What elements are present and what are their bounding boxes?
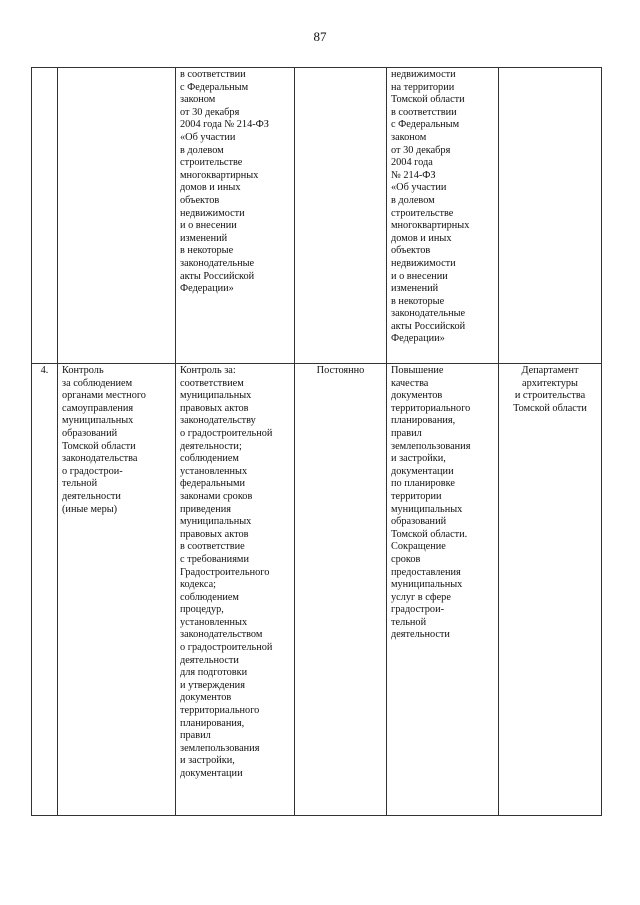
- cell-line: законодательные: [391, 308, 466, 320]
- cell-line: деятельности: [391, 629, 450, 641]
- cell-line: документации: [391, 465, 454, 477]
- cell-line: законом: [180, 94, 216, 106]
- cell-line: Повышение: [391, 365, 444, 376]
- cell-line: «Об участии: [180, 131, 236, 143]
- cell-line: Градостроительного: [180, 566, 270, 578]
- cell-line: планирования,: [391, 415, 456, 427]
- cell-line: «Об участии: [391, 182, 447, 194]
- cell-line: в соответствии: [180, 69, 246, 80]
- cell-line: сроков: [391, 553, 421, 565]
- cell-line: архитектуры: [522, 377, 578, 389]
- cell-line: Департамент: [521, 365, 579, 376]
- cell-line: законодательства: [62, 453, 138, 465]
- cell-line: Томской области.: [391, 528, 468, 540]
- cell-line: и о внесении: [180, 220, 237, 232]
- cell-line: территории: [391, 490, 442, 502]
- cell-line: деятельности: [180, 654, 239, 666]
- cell-line: строительстве: [391, 207, 454, 219]
- cell-line: законом: [391, 131, 427, 143]
- cell-measure-content: [176, 68, 295, 364]
- cell-line: недвижимости: [180, 207, 245, 219]
- cell-line: для подготовки: [180, 667, 248, 679]
- cell-line: Федерации»: [180, 283, 234, 295]
- cell-line: деятельности: [62, 490, 121, 502]
- cell-line: объектов: [391, 245, 431, 257]
- cell-line: Сокращение: [391, 541, 446, 553]
- cell-line: муниципальных: [391, 579, 463, 591]
- cell-line: от 30 декабря: [180, 106, 240, 118]
- cell-line: приведения: [180, 503, 231, 515]
- cell-line: на территории: [391, 81, 455, 93]
- cell-expected-result: [387, 364, 499, 816]
- cell-line: в соответствие: [180, 541, 245, 553]
- cell-line: недвижимости: [391, 257, 456, 269]
- cell-line: изменений: [180, 232, 228, 244]
- cell-line: акты Российской: [180, 270, 255, 282]
- cell-line: и застройки,: [180, 755, 235, 767]
- cell-line: кодекса;: [180, 579, 217, 591]
- cell-line: землепользования: [180, 742, 260, 754]
- cell-line: установленных: [180, 616, 248, 628]
- cell-line: деятельности;: [180, 440, 242, 452]
- cell-line: в долевом: [180, 144, 224, 156]
- cell-line: (иные меры): [62, 503, 118, 515]
- cell-line: домов и иных: [180, 182, 241, 194]
- cell-responsible: [499, 364, 602, 816]
- cell-line: 2004 года: [391, 157, 433, 169]
- cell-line: многоквартирных: [180, 169, 259, 181]
- cell-line: установленных: [180, 465, 248, 477]
- cell-line: правил: [391, 427, 422, 439]
- cell-line: правил: [180, 730, 211, 742]
- cell-line: и о внесении: [391, 270, 448, 282]
- cell-line: от 30 декабря: [391, 144, 451, 156]
- cell-line: территориального: [180, 705, 260, 717]
- cell-responsible: [499, 68, 602, 364]
- cell-line: федеральными: [180, 478, 246, 490]
- cell-line: в соответствии: [391, 106, 457, 118]
- cell-measure-name: [58, 68, 176, 364]
- cell-line: и застройки,: [391, 453, 446, 465]
- cell-line: и утверждения: [180, 679, 245, 691]
- cell-line: за соблюдением: [62, 377, 133, 389]
- cell-term: [295, 364, 387, 816]
- cell-line: муниципальных: [391, 503, 463, 515]
- cell-line: многоквартирных: [391, 220, 470, 232]
- cell-line: соблюдением: [180, 453, 239, 465]
- cell-line: качества: [391, 377, 429, 389]
- cell-line: по планировке: [391, 478, 455, 490]
- cell-number: [32, 364, 58, 816]
- cell-line: Томской области: [513, 402, 587, 414]
- cell-line: с Федеральным: [180, 81, 249, 93]
- cell-line: услуг в сфере: [391, 591, 451, 603]
- cell-measure-content: [176, 364, 295, 816]
- cell-line: с Федеральным: [391, 119, 460, 131]
- cell-line: объектов: [180, 194, 220, 206]
- cell-line: территориального: [391, 402, 471, 414]
- cell-line: 2004 года № 214-ФЗ: [180, 119, 269, 131]
- cell-line: законодательные: [180, 257, 255, 269]
- cell-line: документов: [391, 390, 443, 402]
- measures-table: [31, 67, 602, 816]
- cell-line: самоуправления: [62, 402, 134, 414]
- table-row: [32, 364, 602, 816]
- page-number: 87: [313, 29, 327, 44]
- cell-line: муниципальных: [180, 390, 252, 402]
- cell-line: процедур,: [180, 604, 224, 616]
- cell-line: планирования,: [180, 717, 245, 729]
- cell-line: и строительства: [514, 390, 586, 402]
- cell-line: документов: [180, 692, 232, 704]
- cell-line: строительстве: [180, 157, 243, 169]
- cell-line: градострои-: [391, 604, 445, 616]
- cell-line: образований: [391, 516, 447, 528]
- cell-line: органами местного: [62, 390, 146, 402]
- cell-line: домов и иных: [391, 232, 452, 244]
- cell-line: документации: [180, 768, 243, 779]
- cell-line: акты Российской: [391, 320, 466, 332]
- cell-line: № 214-ФЗ: [391, 169, 436, 181]
- cell-line: правовых актов: [180, 402, 249, 414]
- cell-text: 4.: [40, 365, 49, 376]
- cell-line: Томской области: [391, 94, 465, 106]
- cell-line: Контроль за:: [180, 365, 236, 376]
- cell-line: в некоторые: [391, 295, 445, 307]
- cell-line: соответствием: [180, 377, 244, 389]
- cell-line: муниципальных: [62, 415, 134, 427]
- cell-number: [32, 68, 58, 364]
- cell-line: о градостроительной: [180, 427, 273, 439]
- cell-line: Федерации»: [391, 333, 445, 345]
- cell-line: Томской области: [62, 440, 136, 452]
- cell-line: законами сроков: [180, 490, 253, 502]
- cell-line: муниципальных: [180, 516, 252, 528]
- cell-line: законодательством: [180, 629, 263, 641]
- cell-line: в некоторые: [180, 245, 234, 257]
- cell-text: Постоянно: [316, 365, 365, 376]
- cell-line: недвижимости: [391, 69, 456, 80]
- cell-line: с требованиями: [180, 553, 249, 565]
- cell-measure-name: [58, 364, 176, 816]
- cell-line: образований: [62, 427, 118, 439]
- table-row: [32, 68, 602, 364]
- cell-expected-result: [387, 68, 499, 364]
- cell-line: о градостроительной: [180, 642, 273, 654]
- cell-line: правовых актов: [180, 528, 249, 540]
- cell-line: законодательству: [180, 415, 256, 427]
- cell-line: изменений: [391, 283, 439, 295]
- cell-line: тельной: [391, 616, 427, 628]
- cell-line: Контроль: [62, 365, 104, 376]
- cell-term: [295, 68, 387, 364]
- cell-line: тельной: [62, 478, 98, 490]
- cell-line: в долевом: [391, 194, 435, 206]
- cell-line: землепользования: [391, 440, 471, 452]
- cell-line: соблюдением: [180, 591, 239, 603]
- cell-line: о градострои-: [62, 465, 123, 477]
- cell-line: предоставления: [391, 566, 461, 578]
